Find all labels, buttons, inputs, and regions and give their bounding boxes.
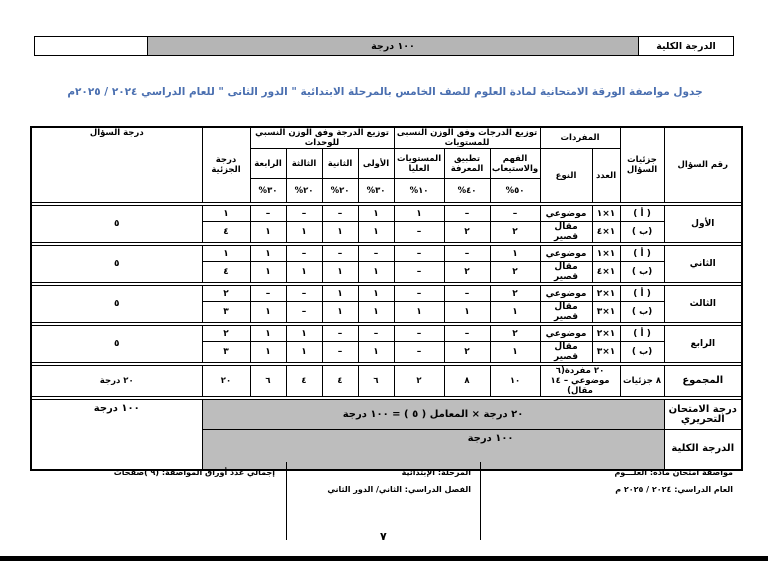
applying-value: – xyxy=(444,286,490,302)
item-count: ١×٣ xyxy=(592,302,620,323)
unit-2-value: ١ xyxy=(322,286,358,302)
unit-3-value: – xyxy=(286,286,322,302)
header-part-grade: درجة الجزئية xyxy=(202,127,250,203)
header-unit-3: الثالثة xyxy=(286,149,322,179)
header-unit-2: الثانية xyxy=(322,149,358,179)
item-type: موضوعي xyxy=(540,286,592,302)
pct-unit-2: ٢٠% xyxy=(322,179,358,203)
pct-unit-1: ٣٠% xyxy=(358,179,394,203)
part-grade: ٣ xyxy=(202,342,250,363)
table-body xyxy=(31,127,742,470)
unit-1-value: ١ xyxy=(358,222,394,243)
part-grade: ٢ xyxy=(202,286,250,302)
part-label: ( أ ) xyxy=(620,206,664,222)
unit-3-value: ١ xyxy=(286,222,322,243)
total-parts: ٨ جزئيات xyxy=(620,366,664,397)
unit-1-value: ١ xyxy=(358,286,394,302)
unit-4-value: ١ xyxy=(250,246,286,262)
header-higher: المستويات العليا xyxy=(394,149,444,179)
total-items: ٢٠ مفردة(٦ موضوعي – ١٤ مقال) xyxy=(540,366,620,397)
header-items: المفردات xyxy=(540,127,620,149)
unit-4-value: – xyxy=(250,206,286,222)
total-grade-value: ١٠٠ درجة xyxy=(147,37,638,55)
understanding-value: ٢ xyxy=(490,222,540,243)
part-label: (ب ) xyxy=(620,342,664,363)
total-grade-blank xyxy=(35,37,147,55)
item-count: ١×١ xyxy=(592,206,620,222)
footer-stage: المرحلة: الإبتدائية xyxy=(401,468,471,477)
written-exam-formula: ٢٠ درجة × المعامل ( ٥ ) = ١٠٠ درجة xyxy=(202,400,664,430)
header-units: توزيع الدرجة وفق الوزن النسبي للوحدات xyxy=(250,127,394,149)
pct-higher: ١٠% xyxy=(394,179,444,203)
footer-right xyxy=(513,468,733,546)
unit-3-value: – xyxy=(286,302,322,323)
item-type: موضوعي xyxy=(540,206,592,222)
item-type: مقال قصير xyxy=(540,302,592,323)
total-unit-1: ٦ xyxy=(358,366,394,397)
applying-value: ٢ xyxy=(444,342,490,363)
total-unit-3: ٤ xyxy=(286,366,322,397)
question-row xyxy=(31,286,742,302)
header-unit-1: الأولى xyxy=(358,149,394,179)
header-question-no: رقم السؤال xyxy=(664,127,742,203)
unit-1-value: ١ xyxy=(358,342,394,363)
understanding-value: – xyxy=(490,206,540,222)
unit-3-value: – xyxy=(286,206,322,222)
part-label: (ب ) xyxy=(620,222,664,243)
total-unit-4: ٦ xyxy=(250,366,286,397)
header-parts: جزئيات السؤال xyxy=(620,127,664,203)
footer-divider xyxy=(480,462,481,540)
total-part-grade: ٢٠ xyxy=(202,366,250,397)
unit-2-value: ١ xyxy=(322,222,358,243)
item-count: ١×٢ xyxy=(592,326,620,342)
question-row xyxy=(31,206,742,222)
understanding-value: ٢ xyxy=(490,286,540,302)
understanding-value: ٢ xyxy=(490,326,540,342)
total-higher: ٢ xyxy=(394,366,444,397)
part-label: ( أ ) xyxy=(620,286,664,302)
item-count: ١×٤ xyxy=(592,262,620,283)
part-label: (ب ) xyxy=(620,262,664,283)
unit-3-value: – xyxy=(286,246,322,262)
unit-4-value: – xyxy=(250,286,286,302)
unit-4-value: ١ xyxy=(250,342,286,363)
footer-divider xyxy=(286,462,287,540)
item-count: ١×١ xyxy=(592,246,620,262)
higher-value: – xyxy=(394,326,444,342)
understanding-value: ٢ xyxy=(490,262,540,283)
unit-4-value: ١ xyxy=(250,326,286,342)
unit-4-value: ١ xyxy=(250,222,286,243)
unit-2-value: – xyxy=(322,206,358,222)
unit-3-value: ١ xyxy=(286,262,322,283)
header-understanding: الفهم والاستيعاب xyxy=(490,149,540,179)
unit-2-value: – xyxy=(322,326,358,342)
document-heading: جدول مواصفة الورقة الامتحانية لمادة العلوم للصف الخامس بالمرحلة الابتدائية " الدور الثانى " للعام الدراسي ٢٠٢٤ / ٢٠٢٥م xyxy=(67,86,703,98)
header-count: العدد xyxy=(592,149,620,203)
unit-2-value: ١ xyxy=(322,302,358,323)
pct-understanding: ٥٠% xyxy=(490,179,540,203)
header-row-1 xyxy=(31,127,742,149)
higher-value: – xyxy=(394,222,444,243)
unit-3-value: ١ xyxy=(286,326,322,342)
question-grade: ٥ xyxy=(31,206,202,243)
part-grade: ١ xyxy=(202,206,250,222)
unit-2-value: ١ xyxy=(322,262,358,283)
question-row xyxy=(31,246,742,262)
total-row xyxy=(31,366,742,397)
unit-2-value: – xyxy=(322,342,358,363)
question-name: الأول xyxy=(664,206,742,243)
written-exam-row xyxy=(31,400,742,430)
bottom-rule xyxy=(0,556,768,561)
applying-value: – xyxy=(444,246,490,262)
item-count: ١×٣ xyxy=(592,342,620,363)
specification-table xyxy=(30,126,743,471)
understanding-value: ١ xyxy=(490,342,540,363)
document-footer xyxy=(30,462,741,540)
higher-value: – xyxy=(394,246,444,262)
footer-left xyxy=(45,468,275,546)
header-type: النوع xyxy=(540,149,592,203)
page-number: ٧ xyxy=(380,530,387,543)
unit-4-value: ١ xyxy=(250,262,286,283)
total-understanding: ١٠ xyxy=(490,366,540,397)
unit-4-value: ١ xyxy=(250,302,286,323)
final-grade-label: الدرجة الكلية xyxy=(664,430,742,470)
question-name: الثالث xyxy=(664,286,742,323)
item-type: مقال قصير xyxy=(540,262,592,283)
applying-value: ٢ xyxy=(444,262,490,283)
part-grade: ٣ xyxy=(202,302,250,323)
unit-1-value: – xyxy=(358,246,394,262)
footer-year: العام الدراسي: ٢٠٢٤ / ٢٠٢٥ م xyxy=(615,485,733,494)
item-type: موضوعي xyxy=(540,326,592,342)
part-label: ( أ ) xyxy=(620,326,664,342)
total-grade-bar xyxy=(34,36,734,56)
question-name: الرابع xyxy=(664,326,742,363)
unit-1-value: – xyxy=(358,326,394,342)
header-cognitive: توزيع الدرجات وفق الوزن النسبى للمستويات xyxy=(394,127,540,149)
footer-pages-count: إجمالي عدد أوراق المواصفة: (٩ )صفحات xyxy=(113,468,275,477)
header-question-grade: درجة السؤال xyxy=(31,127,202,203)
applying-value: ٢ xyxy=(444,222,490,243)
item-count: ١×٤ xyxy=(592,222,620,243)
part-grade: ٤ xyxy=(202,222,250,243)
unit-2-value: – xyxy=(322,246,358,262)
item-type: مقال قصير xyxy=(540,342,592,363)
question-grade: ٥ xyxy=(31,246,202,283)
item-type: موضوعي xyxy=(540,246,592,262)
written-exam-value: ١٠٠ درجة xyxy=(31,400,202,470)
total-question-grade: ٢٠ درجة xyxy=(31,366,202,397)
applying-value: – xyxy=(444,206,490,222)
footer-subject: مواصفة امتحان مادة: العلـــوم xyxy=(614,468,733,477)
final-grade-value: ١٠٠ درجة xyxy=(202,430,664,470)
higher-value: ١ xyxy=(394,206,444,222)
higher-value: – xyxy=(394,286,444,302)
question-name: الثاني xyxy=(664,246,742,283)
applying-value: ١ xyxy=(444,302,490,323)
total-grade-label: الدرجة الكلية xyxy=(638,37,733,55)
part-grade: ١ xyxy=(202,246,250,262)
unit-3-value: ١ xyxy=(286,342,322,363)
part-label: (ب ) xyxy=(620,302,664,323)
total-applying: ٨ xyxy=(444,366,490,397)
unit-1-value: ١ xyxy=(358,262,394,283)
higher-value: – xyxy=(394,262,444,283)
higher-value: ١ xyxy=(394,302,444,323)
item-type: مقال قصير xyxy=(540,222,592,243)
pct-unit-4: ٣٠% xyxy=(250,179,286,203)
part-grade: ٤ xyxy=(202,262,250,283)
understanding-value: ١ xyxy=(490,302,540,323)
written-exam-label: درجة الامتحان التحريري xyxy=(664,400,742,430)
applying-value: – xyxy=(444,326,490,342)
item-count: ١×٢ xyxy=(592,286,620,302)
pct-unit-3: ٢٠% xyxy=(286,179,322,203)
total-label: المجموع xyxy=(664,366,742,397)
header-unit-4: الرابعة xyxy=(250,149,286,179)
unit-1-value: ١ xyxy=(358,302,394,323)
unit-1-value: ١ xyxy=(358,206,394,222)
higher-value: – xyxy=(394,342,444,363)
header-applying: تطبيق المعرفة xyxy=(444,149,490,179)
total-unit-2: ٤ xyxy=(322,366,358,397)
understanding-value: ١ xyxy=(490,246,540,262)
pct-applying: ٤٠% xyxy=(444,179,490,203)
part-grade: ٢ xyxy=(202,326,250,342)
part-label: ( أ ) xyxy=(620,246,664,262)
footer-term: الفصل الدراسي: الثاني/ الدور الثاني xyxy=(327,485,471,494)
question-grade: ٥ xyxy=(31,326,202,363)
question-grade: ٥ xyxy=(31,286,202,323)
question-row xyxy=(31,326,742,342)
